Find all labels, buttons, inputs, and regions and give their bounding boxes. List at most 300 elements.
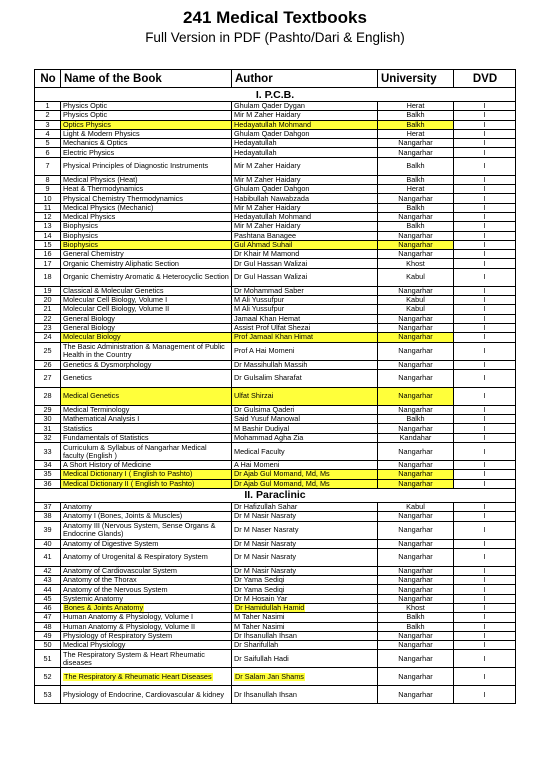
book-name: Physics Optic: [61, 111, 232, 120]
book-author: Dr Gulsima Qaderi: [232, 405, 378, 414]
row-number: 44: [35, 585, 61, 594]
book-name: General Biology: [61, 323, 232, 332]
section-heading: I. P.C.B.: [35, 88, 516, 102]
table-body: [35, 88, 516, 704]
row-number: 13: [35, 222, 61, 231]
book-name: Medical Dictionary II ( English to Pashto): [61, 479, 232, 488]
table-row: [35, 250, 516, 259]
table-row: [35, 650, 516, 668]
row-number: 18: [35, 268, 61, 286]
book-author: Dr M Nasir Nasraty: [232, 539, 378, 548]
table-row: [35, 613, 516, 622]
table-row: [35, 539, 516, 548]
book-dvd: I: [454, 613, 516, 622]
book-university: Herat: [378, 185, 454, 194]
book-author: Hedayatullah: [232, 139, 378, 148]
book-name: [61, 603, 232, 612]
table-row: [35, 212, 516, 221]
row-number: 4: [35, 129, 61, 138]
book-dvd: I: [454, 668, 516, 686]
table-row: [35, 194, 516, 203]
section-heading-row: [35, 488, 516, 502]
book-name: Anatomy of Digestive System: [61, 539, 232, 548]
book-author: Assist Prof Ulfat Shezai: [232, 323, 378, 332]
table-row: [35, 203, 516, 212]
book-name: The Respiratory System & Heart Rheumatic diseases: [61, 650, 232, 668]
book-name: A Short History of Medicine: [61, 461, 232, 470]
book-name: Light & Modern Physics: [61, 129, 232, 138]
book-author: Dr Hafizullah Sahar: [232, 502, 378, 511]
book-name: Fundamentals of Statistics: [61, 433, 232, 442]
book-author: Dr Yama Sediqi: [232, 576, 378, 585]
book-university: Herat: [378, 102, 454, 111]
book-dvd: I: [454, 342, 516, 360]
book-author: [232, 668, 378, 686]
book-university: Nangarhar: [378, 479, 454, 488]
row-number: 1: [35, 102, 61, 111]
book-dvd: I: [454, 443, 516, 461]
table-row: [35, 668, 516, 686]
book-university: Balkh: [378, 157, 454, 175]
book-author: M Ali Yussufpur: [232, 305, 378, 314]
book-university: Nangarhar: [378, 641, 454, 650]
book-author: Mohammad Agha Zia: [232, 433, 378, 442]
table-row: [35, 641, 516, 650]
row-number: 9: [35, 185, 61, 194]
table-row: [35, 479, 516, 488]
row-number: 45: [35, 594, 61, 603]
book-dvd: I: [454, 686, 516, 704]
table-row: [35, 360, 516, 369]
book-name: Physical Principles of Diagnostic Instruments: [61, 157, 232, 175]
book-name: Anatomy of Cardiovascular System: [61, 566, 232, 575]
row-number: 34: [35, 461, 61, 470]
table-row: [35, 268, 516, 286]
book-dvd: I: [454, 594, 516, 603]
table-row: [35, 433, 516, 442]
book-author: Dr Khair M Mamond: [232, 250, 378, 259]
table-row: [35, 333, 516, 342]
row-number: 48: [35, 622, 61, 631]
book-dvd: I: [454, 259, 516, 268]
book-university: Nangarhar: [378, 686, 454, 704]
book-university: Nangarhar: [378, 443, 454, 461]
row-number: 46: [35, 603, 61, 612]
book-author-highlight: Dr Salam Jan Shams: [235, 671, 304, 681]
row-number: 31: [35, 424, 61, 433]
book-name: Physiology of Endocrine, Cardiovascular & kidney: [61, 686, 232, 704]
table-row: [35, 585, 516, 594]
book-name: Medical Genetics: [61, 387, 232, 405]
book-dvd: I: [454, 175, 516, 184]
book-author: Dr M Nasir Nasraty: [232, 512, 378, 521]
book-name: The Basic Administration & Management of Public Health in the Country: [61, 342, 232, 360]
row-number: 10: [35, 194, 61, 203]
book-dvd: I: [454, 405, 516, 414]
book-university: Nangarhar: [378, 250, 454, 259]
row-number: 12: [35, 212, 61, 221]
book-university: Balkh: [378, 111, 454, 120]
book-dvd: I: [454, 539, 516, 548]
book-name: Medical Physiology: [61, 641, 232, 650]
book-name: Systemic Anatomy: [61, 594, 232, 603]
book-author: Dr Saifullah Hadi: [232, 650, 378, 668]
row-number: 17: [35, 259, 61, 268]
book-name: Physiology of Respiratory System: [61, 631, 232, 640]
book-author: Dr Yama Sediqi: [232, 585, 378, 594]
row-number: 37: [35, 502, 61, 511]
book-university: Balkh: [378, 203, 454, 212]
row-number: 21: [35, 305, 61, 314]
book-name: Biophysics: [61, 222, 232, 231]
book-author: Dr Ajab Gul Momand, Md, Ms: [232, 470, 378, 479]
table-row: [35, 139, 516, 148]
book-dvd: I: [454, 148, 516, 157]
book-author: Ulfat Shirzai: [232, 387, 378, 405]
book-university: Nangarhar: [378, 314, 454, 323]
book-name: Anatomy of the Nervous System: [61, 585, 232, 594]
book-university: Nangarhar: [378, 548, 454, 566]
book-dvd: I: [454, 268, 516, 286]
book-name: Medical Terminology: [61, 405, 232, 414]
book-author: Medical Faculty: [232, 443, 378, 461]
book-dvd: I: [454, 120, 516, 129]
row-number: 3: [35, 120, 61, 129]
row-number: 40: [35, 539, 61, 548]
book-university: Kabul: [378, 268, 454, 286]
book-name: Molecular Cell Biology, Volume II: [61, 305, 232, 314]
book-university: Balkh: [378, 613, 454, 622]
row-number: 14: [35, 231, 61, 240]
book-name: Physical Chemistry Thermodynamics: [61, 194, 232, 203]
book-dvd: I: [454, 424, 516, 433]
table-row: [35, 102, 516, 111]
table-row: [35, 286, 516, 295]
book-university: Nangarhar: [378, 594, 454, 603]
book-university: Nangarhar: [378, 369, 454, 387]
book-name: [61, 668, 232, 686]
book-dvd: I: [454, 461, 516, 470]
row-number: 32: [35, 433, 61, 442]
book-dvd: I: [454, 212, 516, 221]
book-university: Khost: [378, 603, 454, 612]
book-university: Nangarhar: [378, 212, 454, 221]
book-author: Dr Ajab Gul Momand, Md, Ms: [232, 479, 378, 488]
row-number: 24: [35, 333, 61, 342]
textbook-table: [34, 69, 516, 704]
book-dvd: I: [454, 333, 516, 342]
book-name: Human Anatomy & Physiology, Volume I: [61, 613, 232, 622]
table-row: [35, 387, 516, 405]
book-dvd: I: [454, 185, 516, 194]
book-university: Nangarhar: [378, 323, 454, 332]
section-heading: II. Paraclinic: [35, 488, 516, 502]
book-dvd: I: [454, 641, 516, 650]
table-row: [35, 594, 516, 603]
book-name: General Biology: [61, 314, 232, 323]
table-row: [35, 461, 516, 470]
book-name: Organic Chemistry Aliphatic Section: [61, 259, 232, 268]
book-name: Biophysics: [61, 240, 232, 249]
book-dvd: I: [454, 129, 516, 138]
book-university: Nangarhar: [378, 231, 454, 240]
book-university: Nangarhar: [378, 461, 454, 470]
table-row: [35, 603, 516, 612]
row-number: 5: [35, 139, 61, 148]
book-name: Anatomy I (Bones, Joints & Muscles): [61, 512, 232, 521]
book-dvd: I: [454, 622, 516, 631]
table-row: [35, 296, 516, 305]
book-university: Balkh: [378, 120, 454, 129]
book-author: Hedayatullah Mohmand: [232, 120, 378, 129]
book-dvd: I: [454, 470, 516, 479]
book-university: Balkh: [378, 622, 454, 631]
document-title: 241 Medical Textbooks: [183, 8, 367, 27]
table-row: [35, 405, 516, 414]
table-row: [35, 548, 516, 566]
book-university: Khost: [378, 259, 454, 268]
row-number: 51: [35, 650, 61, 668]
row-number: 27: [35, 369, 61, 387]
book-author: Ghulam Qader Dahgon: [232, 129, 378, 138]
book-author: Dr Gul Hassan Walizai: [232, 259, 378, 268]
book-author: Ghulam Qader Dahgon: [232, 185, 378, 194]
row-number: 19: [35, 286, 61, 295]
book-dvd: I: [454, 296, 516, 305]
book-dvd: I: [454, 139, 516, 148]
row-number: 22: [35, 314, 61, 323]
table-row: [35, 185, 516, 194]
book-author-highlight: Dr Hamidullah Hamid: [235, 603, 305, 613]
row-number: 52: [35, 668, 61, 686]
book-author: A Hai Momeni: [232, 461, 378, 470]
book-university: Nangarhar: [378, 585, 454, 594]
book-name: Organic Chemistry Aromatic & Heterocyclic Section: [61, 268, 232, 286]
book-name: Physics Optic: [61, 102, 232, 111]
table-row: [35, 305, 516, 314]
book-author: Jamaal Khan Hemat: [232, 314, 378, 323]
book-dvd: I: [454, 415, 516, 424]
book-name: Anatomy III (Nervous System, Sense Organs & Endocrine Glands): [61, 521, 232, 539]
book-name: Mechanics & Optics: [61, 139, 232, 148]
book-name: Optics Physics: [61, 120, 232, 129]
row-number: 26: [35, 360, 61, 369]
table-row: [35, 222, 516, 231]
book-university: Balkh: [378, 175, 454, 184]
book-dvd: I: [454, 512, 516, 521]
row-number: 38: [35, 512, 61, 521]
book-name-highlight: Bones & Joints Anatomy: [64, 603, 144, 613]
book-name: Heat & Thermodynamics: [61, 185, 232, 194]
book-university: Nangarhar: [378, 424, 454, 433]
book-university: Nangarhar: [378, 470, 454, 479]
book-dvd: I: [454, 231, 516, 240]
book-author: Dr Mohammad Saber: [232, 286, 378, 295]
book-dvd: I: [454, 369, 516, 387]
table-row: [35, 120, 516, 129]
book-dvd: I: [454, 566, 516, 575]
table-row: [35, 576, 516, 585]
book-author: Mir M Zaher Haidary: [232, 203, 378, 212]
row-number: 39: [35, 521, 61, 539]
book-university: Nangarhar: [378, 576, 454, 585]
book-author: Said Yusuf Manowal: [232, 415, 378, 424]
book-dvd: I: [454, 360, 516, 369]
book-university: Nangarhar: [378, 139, 454, 148]
col-header-author: Author: [232, 70, 378, 88]
table-row: [35, 415, 516, 424]
book-dvd: I: [454, 111, 516, 120]
book-author: Mir M Zaher Haidary: [232, 222, 378, 231]
book-author: M Taher Nasimi: [232, 613, 378, 622]
col-header-book: Name of the Book: [61, 70, 232, 88]
book-dvd: I: [454, 433, 516, 442]
book-name: Genetics: [61, 369, 232, 387]
book-dvd: I: [454, 576, 516, 585]
table-row: [35, 175, 516, 184]
table-row: [35, 129, 516, 138]
book-author: Hedayatullah: [232, 148, 378, 157]
book-author: Mir M Zaher Haidary: [232, 175, 378, 184]
book-name: Molecular Biology: [61, 333, 232, 342]
book-dvd: I: [454, 222, 516, 231]
book-university: Nangarhar: [378, 333, 454, 342]
book-name: Anatomy of Urogenital & Respiratory System: [61, 548, 232, 566]
row-number: 41: [35, 548, 61, 566]
col-header-dvd: DVD: [454, 70, 516, 88]
book-name: Medical Physics (Heat): [61, 175, 232, 184]
table-row: [35, 157, 516, 175]
book-university: Nangarhar: [378, 342, 454, 360]
table-row: [35, 631, 516, 640]
book-dvd: I: [454, 502, 516, 511]
table-row: [35, 342, 516, 360]
book-author: Ghulam Qader Dygan: [232, 102, 378, 111]
book-university: Nangarhar: [378, 148, 454, 157]
book-author: Dr M Nasir Nasraty: [232, 548, 378, 566]
book-dvd: I: [454, 250, 516, 259]
row-number: 42: [35, 566, 61, 575]
table-row: [35, 502, 516, 511]
book-name: General Chemistry: [61, 250, 232, 259]
book-author: Dr Gulsalim Sharafat: [232, 369, 378, 387]
book-dvd: I: [454, 631, 516, 640]
row-number: 25: [35, 342, 61, 360]
book-author: Pashtana Banagee: [232, 231, 378, 240]
book-university: Nangarhar: [378, 566, 454, 575]
book-author: M Taher Nasimi: [232, 622, 378, 631]
table-header-row: [35, 70, 516, 88]
book-dvd: I: [454, 203, 516, 212]
book-dvd: I: [454, 194, 516, 203]
book-author: Prof A Hai Momeni: [232, 342, 378, 360]
book-name: Medical Dictionary I ( English to Pashto): [61, 470, 232, 479]
book-author: M Ali Yussufpur: [232, 296, 378, 305]
row-number: 43: [35, 576, 61, 585]
book-name: Curriculum & Syllabus of Nangarhar Medical faculty (English ): [61, 443, 232, 461]
table-row: [35, 240, 516, 249]
book-name: Molecular Cell Biology, Volume I: [61, 296, 232, 305]
book-dvd: I: [454, 323, 516, 332]
book-university: Nangarhar: [378, 539, 454, 548]
book-author: Dr M Hosain Yar: [232, 594, 378, 603]
book-university: Nangarhar: [378, 668, 454, 686]
row-number: 36: [35, 479, 61, 488]
book-author: Hedayatullah Mohmand: [232, 212, 378, 221]
book-name: Medical Physics (Mechanic): [61, 203, 232, 212]
table-row: [35, 686, 516, 704]
table-row: [35, 622, 516, 631]
book-dvd: I: [454, 286, 516, 295]
book-author: Mir M Zaher Haidary: [232, 157, 378, 175]
book-university: Nangarhar: [378, 405, 454, 414]
book-author: [232, 603, 378, 612]
row-number: 2: [35, 111, 61, 120]
book-dvd: I: [454, 387, 516, 405]
row-number: 47: [35, 613, 61, 622]
book-name: Anatomy of the Thorax: [61, 576, 232, 585]
book-dvd: I: [454, 521, 516, 539]
row-number: 53: [35, 686, 61, 704]
book-university: Kabul: [378, 296, 454, 305]
book-author: Dr Ihsanullah Ihsan: [232, 686, 378, 704]
row-number: 50: [35, 641, 61, 650]
row-number: 35: [35, 470, 61, 479]
book-university: Nangarhar: [378, 360, 454, 369]
row-number: 29: [35, 405, 61, 414]
book-author: Dr M Nasir Nasraty: [232, 566, 378, 575]
document-subtitle: Full Version in PDF (Pashto/Dari & English): [145, 30, 405, 45]
book-dvd: I: [454, 102, 516, 111]
book-dvd: I: [454, 548, 516, 566]
book-dvd: I: [454, 314, 516, 323]
book-dvd: I: [454, 650, 516, 668]
book-university: Kabul: [378, 305, 454, 314]
table-row: [35, 512, 516, 521]
book-name: Mathematical Analysis I: [61, 415, 232, 424]
book-university: Kabul: [378, 502, 454, 511]
row-number: 49: [35, 631, 61, 640]
book-university: Nangarhar: [378, 286, 454, 295]
row-number: 20: [35, 296, 61, 305]
book-author: Dr Sharifullah: [232, 641, 378, 650]
book-author: Mir M Zaher Haidary: [232, 111, 378, 120]
table-row: [35, 566, 516, 575]
book-university: Nangarhar: [378, 387, 454, 405]
book-author: Gul Ahmad Suhail: [232, 240, 378, 249]
book-author: Dr Gul Hassan Walizai: [232, 268, 378, 286]
book-author: Habibullah Nawabzada: [232, 194, 378, 203]
col-header-university: University: [378, 70, 454, 88]
row-number: 11: [35, 203, 61, 212]
book-author: Prof Jamaal Khan Himat: [232, 333, 378, 342]
table-row: [35, 323, 516, 332]
book-university: Nangarhar: [378, 650, 454, 668]
table-row: [35, 369, 516, 387]
book-university: Nangarhar: [378, 194, 454, 203]
book-dvd: I: [454, 240, 516, 249]
table-row: [35, 111, 516, 120]
table-row: [35, 470, 516, 479]
row-number: 16: [35, 250, 61, 259]
book-name-highlight: The Respiratory & Rheumatic Heart Diseases: [64, 671, 212, 681]
table-row: [35, 521, 516, 539]
section-heading-row: [35, 88, 516, 102]
row-number: 8: [35, 175, 61, 184]
book-author: Dr Ihsanullah Ihsan: [232, 631, 378, 640]
book-name: Genetics & Dysmorphology: [61, 360, 232, 369]
book-dvd: I: [454, 305, 516, 314]
